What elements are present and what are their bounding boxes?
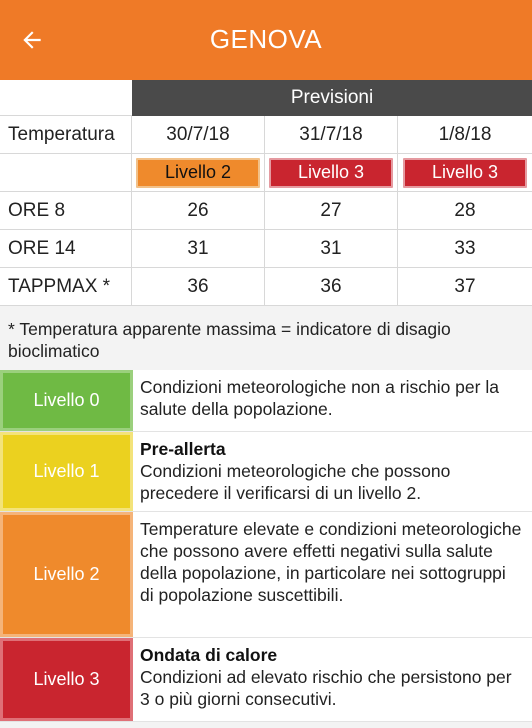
legend-description bbox=[140, 638, 532, 710]
forecast-header: Previsioni bbox=[132, 80, 532, 116]
legend-description bbox=[140, 432, 532, 504]
date-cell: 31/7/18 bbox=[265, 116, 398, 153]
legend-level-badge: Livello 0 bbox=[0, 370, 133, 431]
row-label: ORE 14 bbox=[0, 230, 132, 267]
value-cell: 26 bbox=[132, 192, 265, 229]
legend-item bbox=[0, 370, 532, 432]
value-cell: 36 bbox=[265, 268, 398, 305]
legend-text: Condizioni ad elevato rischio che persistono per 3 o più giorni consecutivi. bbox=[140, 667, 512, 709]
page-title: GENOVA bbox=[209, 24, 323, 54]
level-cell bbox=[398, 154, 532, 191]
row-label: TAPPMAX * bbox=[0, 268, 132, 305]
value-cell: 28 bbox=[454, 199, 476, 221]
legend-item bbox=[0, 638, 532, 722]
value-cell: 31 bbox=[265, 230, 398, 267]
legend-level-badge: Livello 3 bbox=[0, 638, 133, 721]
date-cell: 1/8/18 bbox=[438, 123, 492, 145]
footnote: * Temperatura apparente massima = indicatore di disagio bioclimatico bbox=[0, 310, 532, 370]
legend-text: Condizioni meteorologiche non a rischio per la salute della popolazione. bbox=[140, 377, 499, 419]
app-bar bbox=[0, 0, 532, 80]
legend-item bbox=[0, 512, 532, 638]
table-row bbox=[0, 230, 532, 268]
value-cell: 33 bbox=[454, 237, 476, 259]
forecast-header-row bbox=[0, 80, 532, 116]
forecast-table bbox=[0, 80, 532, 306]
legend-text: Temperature elevate e condizioni meteorologiche che possono avere effetti negativi sulla salute della popolazione, in particolare nei sottogruppi di popolazione suscettibili. bbox=[140, 519, 522, 605]
legend-description bbox=[140, 370, 532, 420]
legend-heading: Pre-allerta bbox=[140, 439, 226, 459]
level-badge: Livello 3 bbox=[269, 158, 393, 188]
table-row bbox=[0, 268, 532, 306]
row-label: ORE 8 bbox=[0, 192, 132, 229]
legend-description bbox=[140, 512, 532, 606]
empty-label bbox=[0, 154, 132, 191]
legend-heading: Ondata di calore bbox=[140, 645, 278, 665]
table-row bbox=[0, 192, 532, 230]
legend-text: Condizioni meteorologiche che possono precedere il verificarsi di un livello 2. bbox=[140, 461, 451, 503]
date-row bbox=[0, 116, 532, 154]
level-badge: Livello 2 bbox=[136, 158, 260, 188]
level-row bbox=[0, 154, 532, 192]
value-cell: 31 bbox=[132, 230, 265, 267]
value-cell: 36 bbox=[132, 268, 265, 305]
level-badge: Livello 3 bbox=[403, 158, 527, 188]
level-cell bbox=[132, 154, 265, 191]
legend-item bbox=[0, 432, 532, 512]
level-cell bbox=[265, 154, 398, 191]
legend-level-badge: Livello 2 bbox=[0, 512, 133, 637]
value-cell: 37 bbox=[454, 275, 476, 297]
temperature-label: Temperatura bbox=[0, 116, 132, 153]
date-cell: 30/7/18 bbox=[132, 116, 265, 153]
value-cell: 27 bbox=[265, 192, 398, 229]
legend-level-badge: Livello 1 bbox=[0, 432, 133, 511]
level-legend bbox=[0, 370, 532, 722]
